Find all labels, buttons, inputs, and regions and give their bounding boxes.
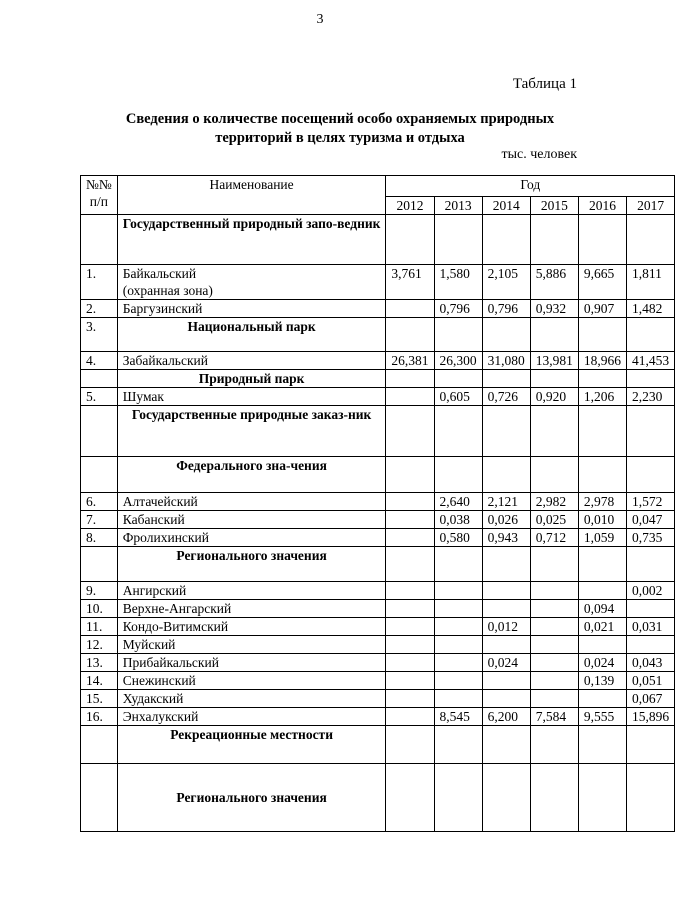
header-row-1 bbox=[81, 176, 675, 197]
empty-cell bbox=[434, 370, 482, 388]
section-row bbox=[81, 370, 675, 388]
value-cell-2014 bbox=[482, 636, 530, 654]
value-cell-2015: 7,584 bbox=[530, 708, 578, 726]
row-number-cell bbox=[81, 370, 118, 388]
value-cell-2013 bbox=[434, 582, 482, 600]
name-text: Энхалукский bbox=[122, 709, 199, 724]
table-row bbox=[81, 618, 675, 636]
section-title-cell: Рекреационные местности bbox=[117, 726, 386, 764]
value-cell-2016: 0,139 bbox=[578, 672, 626, 690]
value-cell-2014: 2,121 bbox=[482, 493, 530, 511]
empty-cell bbox=[482, 406, 530, 457]
value-cell-2015 bbox=[530, 636, 578, 654]
row-number-cell: 6. bbox=[81, 493, 118, 511]
empty-cell bbox=[482, 547, 530, 582]
value-cell-2016: 0,907 bbox=[578, 300, 626, 318]
name-text: Муйский bbox=[122, 637, 176, 652]
header-year-2014: 2014 bbox=[482, 197, 530, 215]
empty-cell bbox=[627, 318, 675, 352]
row-number-cell bbox=[81, 457, 118, 493]
empty-cell bbox=[482, 764, 530, 832]
title-line-1: Сведения о количестве посещений особо охраняемых природных bbox=[125, 111, 555, 127]
header-num-line-2: п/п bbox=[89, 194, 108, 209]
empty-cell bbox=[578, 215, 626, 265]
table-row bbox=[81, 388, 675, 406]
empty-cell bbox=[578, 406, 626, 457]
value-cell-2013: 0,796 bbox=[434, 300, 482, 318]
table-row bbox=[81, 690, 675, 708]
empty-cell bbox=[530, 764, 578, 832]
empty-cell bbox=[530, 318, 578, 352]
row-number-cell: 3. bbox=[81, 318, 118, 352]
value-cell-2017: 41,453 bbox=[627, 352, 675, 370]
empty-cell bbox=[482, 726, 530, 764]
empty-cell bbox=[627, 457, 675, 493]
name-cell bbox=[117, 352, 386, 370]
value-cell-2016: 2,978 bbox=[578, 493, 626, 511]
header-year-2017: 2017 bbox=[627, 197, 675, 215]
name-cell bbox=[117, 636, 386, 654]
page-number: 3 bbox=[316, 12, 324, 27]
empty-cell bbox=[386, 370, 434, 388]
row-number-cell: 11. bbox=[81, 618, 118, 636]
value-cell-2014: 2,105 bbox=[482, 265, 530, 300]
row-number-cell: 9. bbox=[81, 582, 118, 600]
row-number-cell: 16. bbox=[81, 708, 118, 726]
value-cell-2013: 1,580 bbox=[434, 265, 482, 300]
value-cell-2017: 0,735 bbox=[627, 529, 675, 547]
row-number-cell: 15. bbox=[81, 690, 118, 708]
empty-cell bbox=[482, 215, 530, 265]
value-cell-2016: 9,665 bbox=[578, 265, 626, 300]
row-number-cell bbox=[81, 726, 118, 764]
table-row bbox=[81, 511, 675, 529]
empty-cell bbox=[386, 215, 434, 265]
section-row bbox=[81, 215, 675, 265]
value-cell-2012: 3,761 bbox=[386, 265, 434, 300]
row-number-cell: 14. bbox=[81, 672, 118, 690]
value-cell-2016: 0,024 bbox=[578, 654, 626, 672]
name-cell bbox=[117, 672, 386, 690]
empty-cell bbox=[627, 726, 675, 764]
empty-cell bbox=[530, 457, 578, 493]
empty-cell bbox=[482, 370, 530, 388]
empty-cell bbox=[482, 457, 530, 493]
row-number-cell: 2. bbox=[81, 300, 118, 318]
table-row bbox=[81, 529, 675, 547]
value-cell-2012 bbox=[386, 690, 434, 708]
name-text: Снежинский bbox=[122, 673, 196, 688]
value-cell-2012 bbox=[386, 493, 434, 511]
name-cell bbox=[117, 654, 386, 672]
row-number-cell: 4. bbox=[81, 352, 118, 370]
empty-cell bbox=[578, 547, 626, 582]
table-title bbox=[80, 110, 600, 148]
empty-cell bbox=[386, 547, 434, 582]
section-row bbox=[81, 457, 675, 493]
section-row bbox=[81, 764, 675, 832]
empty-cell bbox=[530, 215, 578, 265]
table-row bbox=[81, 600, 675, 618]
value-cell-2013 bbox=[434, 672, 482, 690]
empty-cell bbox=[530, 547, 578, 582]
name-text: Байкальский bbox=[122, 266, 197, 281]
row-number-cell bbox=[81, 406, 118, 457]
value-cell-2012 bbox=[386, 636, 434, 654]
value-cell-2017: 0,047 bbox=[627, 511, 675, 529]
empty-cell bbox=[578, 764, 626, 832]
value-cell-2017: 1,482 bbox=[627, 300, 675, 318]
value-cell-2012 bbox=[386, 600, 434, 618]
empty-cell bbox=[530, 406, 578, 457]
value-cell-2013: 2,640 bbox=[434, 493, 482, 511]
value-cell-2012 bbox=[386, 388, 434, 406]
table-row bbox=[81, 352, 675, 370]
name-text: Баргузинский bbox=[122, 301, 203, 316]
value-cell-2014 bbox=[482, 672, 530, 690]
section-title-cell: Национальный парк bbox=[117, 318, 386, 352]
name-cell bbox=[117, 708, 386, 726]
name-cell bbox=[117, 388, 386, 406]
value-cell-2013: 8,545 bbox=[434, 708, 482, 726]
name-cell bbox=[117, 582, 386, 600]
value-cell-2014: 0,796 bbox=[482, 300, 530, 318]
empty-cell bbox=[578, 457, 626, 493]
header-year-2015: 2015 bbox=[530, 197, 578, 215]
value-cell-2015 bbox=[530, 672, 578, 690]
name-text: Алтачейский bbox=[122, 494, 198, 509]
section-row bbox=[81, 406, 675, 457]
value-cell-2015 bbox=[530, 690, 578, 708]
value-cell-2015 bbox=[530, 618, 578, 636]
name-cell bbox=[117, 265, 386, 300]
section-title-cell: Регионального значения bbox=[117, 547, 386, 582]
name-subtext: (охранная зона) bbox=[122, 283, 213, 298]
value-cell-2012: 26,381 bbox=[386, 352, 434, 370]
row-number-cell: 7. bbox=[81, 511, 118, 529]
value-cell-2016: 18,966 bbox=[578, 352, 626, 370]
value-cell-2014: 0,943 bbox=[482, 529, 530, 547]
value-cell-2017: 0,043 bbox=[627, 654, 675, 672]
name-text: Забайкальский bbox=[122, 353, 208, 368]
name-text: Худакский bbox=[122, 691, 184, 706]
title-line-2: территорий в целях туризма и отдыха bbox=[215, 130, 465, 146]
empty-cell bbox=[386, 726, 434, 764]
value-cell-2014: 0,024 bbox=[482, 654, 530, 672]
table-row bbox=[81, 636, 675, 654]
table-row bbox=[81, 708, 675, 726]
value-cell-2015: 0,025 bbox=[530, 511, 578, 529]
name-cell bbox=[117, 618, 386, 636]
value-cell-2016: 1,206 bbox=[578, 388, 626, 406]
value-cell-2012 bbox=[386, 582, 434, 600]
section-title-cell: Федерального зна-чения bbox=[117, 457, 386, 493]
name-text: Кабанский bbox=[122, 512, 185, 527]
empty-cell bbox=[386, 457, 434, 493]
value-cell-2015: 5,886 bbox=[530, 265, 578, 300]
value-cell-2016: 0,094 bbox=[578, 600, 626, 618]
value-cell-2015: 0,932 bbox=[530, 300, 578, 318]
name-text: Ангирский bbox=[122, 583, 187, 598]
value-cell-2014: 0,026 bbox=[482, 511, 530, 529]
empty-cell bbox=[434, 726, 482, 764]
value-cell-2016: 0,021 bbox=[578, 618, 626, 636]
table-row bbox=[81, 265, 675, 300]
empty-cell bbox=[627, 215, 675, 265]
header-name-cell: Наименование bbox=[117, 176, 386, 215]
value-cell-2013: 0,038 bbox=[434, 511, 482, 529]
value-cell-2012 bbox=[386, 300, 434, 318]
value-cell-2016 bbox=[578, 582, 626, 600]
empty-cell bbox=[578, 726, 626, 764]
name-cell bbox=[117, 300, 386, 318]
value-cell-2014 bbox=[482, 582, 530, 600]
row-number-cell bbox=[81, 547, 118, 582]
value-cell-2013: 26,300 bbox=[434, 352, 482, 370]
value-cell-2015: 0,920 bbox=[530, 388, 578, 406]
row-number-cell: 12. bbox=[81, 636, 118, 654]
value-cell-2016: 1,059 bbox=[578, 529, 626, 547]
empty-cell bbox=[434, 318, 482, 352]
table-body bbox=[81, 215, 675, 832]
value-cell-2017 bbox=[627, 636, 675, 654]
row-number-cell: 1. bbox=[81, 265, 118, 300]
empty-cell bbox=[386, 406, 434, 457]
name-cell bbox=[117, 600, 386, 618]
empty-cell bbox=[627, 547, 675, 582]
value-cell-2013 bbox=[434, 600, 482, 618]
empty-cell bbox=[578, 318, 626, 352]
name-text: Прибайкальский bbox=[122, 655, 219, 670]
value-cell-2014 bbox=[482, 600, 530, 618]
table-row bbox=[81, 493, 675, 511]
empty-cell bbox=[386, 764, 434, 832]
table-row bbox=[81, 654, 675, 672]
value-cell-2015 bbox=[530, 600, 578, 618]
value-cell-2012 bbox=[386, 672, 434, 690]
header-num-line-1: №№ bbox=[86, 177, 112, 192]
value-cell-2015: 0,712 bbox=[530, 529, 578, 547]
section-title-cell: Государственный природный запо-ведник bbox=[117, 215, 386, 265]
name-text: Кондо-Витимский bbox=[122, 619, 229, 634]
empty-cell bbox=[578, 370, 626, 388]
value-cell-2014: 0,012 bbox=[482, 618, 530, 636]
section-title-cell: Государственные природные заказ-ник bbox=[117, 406, 386, 457]
section-row bbox=[81, 547, 675, 582]
empty-cell bbox=[530, 726, 578, 764]
empty-cell bbox=[434, 457, 482, 493]
name-text: Шумак bbox=[122, 389, 164, 404]
value-cell-2017 bbox=[627, 600, 675, 618]
value-cell-2015 bbox=[530, 582, 578, 600]
units-label: тыс. человек bbox=[501, 147, 577, 162]
value-cell-2012 bbox=[386, 708, 434, 726]
table-row bbox=[81, 672, 675, 690]
value-cell-2014 bbox=[482, 690, 530, 708]
value-cell-2013 bbox=[434, 690, 482, 708]
empty-cell bbox=[530, 370, 578, 388]
section-row bbox=[81, 318, 675, 352]
value-cell-2012 bbox=[386, 654, 434, 672]
empty-cell bbox=[434, 406, 482, 457]
empty-cell bbox=[627, 370, 675, 388]
name-cell bbox=[117, 511, 386, 529]
value-cell-2014: 0,726 bbox=[482, 388, 530, 406]
empty-cell bbox=[627, 764, 675, 832]
name-cell bbox=[117, 493, 386, 511]
value-cell-2016 bbox=[578, 690, 626, 708]
value-cell-2013 bbox=[434, 654, 482, 672]
header-year-cell: Год bbox=[386, 176, 675, 197]
section-row bbox=[81, 726, 675, 764]
value-cell-2017: 0,031 bbox=[627, 618, 675, 636]
value-cell-2016 bbox=[578, 636, 626, 654]
value-cell-2017: 0,051 bbox=[627, 672, 675, 690]
empty-cell bbox=[434, 764, 482, 832]
empty-cell bbox=[482, 318, 530, 352]
table-label: Таблица 1 bbox=[512, 76, 577, 92]
value-cell-2016: 0,010 bbox=[578, 511, 626, 529]
row-number-cell: 13. bbox=[81, 654, 118, 672]
value-cell-2017: 1,572 bbox=[627, 493, 675, 511]
empty-cell bbox=[386, 318, 434, 352]
value-cell-2013 bbox=[434, 618, 482, 636]
value-cell-2015 bbox=[530, 654, 578, 672]
table-row bbox=[81, 582, 675, 600]
visits-table bbox=[80, 175, 675, 832]
value-cell-2017: 0,067 bbox=[627, 690, 675, 708]
value-cell-2012 bbox=[386, 529, 434, 547]
header-year-2016: 2016 bbox=[578, 197, 626, 215]
name-text: Верхне-Ангарский bbox=[122, 601, 232, 616]
empty-cell bbox=[627, 406, 675, 457]
name-cell bbox=[117, 529, 386, 547]
header-year-2013: 2013 bbox=[434, 197, 482, 215]
section-title-cell: Регионального значения bbox=[117, 764, 386, 832]
row-number-cell bbox=[81, 764, 118, 832]
name-cell bbox=[117, 690, 386, 708]
value-cell-2015: 2,982 bbox=[530, 493, 578, 511]
value-cell-2017: 15,896 bbox=[627, 708, 675, 726]
value-cell-2014: 31,080 bbox=[482, 352, 530, 370]
value-cell-2017: 1,811 bbox=[627, 265, 675, 300]
row-number-cell: 8. bbox=[81, 529, 118, 547]
header-year-2012: 2012 bbox=[386, 197, 434, 215]
value-cell-2016: 9,555 bbox=[578, 708, 626, 726]
empty-cell bbox=[434, 547, 482, 582]
value-cell-2013: 0,605 bbox=[434, 388, 482, 406]
value-cell-2017: 2,230 bbox=[627, 388, 675, 406]
row-number-cell: 10. bbox=[81, 600, 118, 618]
header-num-cell bbox=[81, 176, 118, 215]
table-row bbox=[81, 300, 675, 318]
name-text: Фролихинский bbox=[122, 530, 209, 545]
value-cell-2012 bbox=[386, 618, 434, 636]
value-cell-2017: 0,002 bbox=[627, 582, 675, 600]
row-number-cell: 5. bbox=[81, 388, 118, 406]
row-number-cell bbox=[81, 215, 118, 265]
value-cell-2013 bbox=[434, 636, 482, 654]
value-cell-2013: 0,580 bbox=[434, 529, 482, 547]
empty-cell bbox=[434, 215, 482, 265]
value-cell-2014: 6,200 bbox=[482, 708, 530, 726]
value-cell-2012 bbox=[386, 511, 434, 529]
value-cell-2015: 13,981 bbox=[530, 352, 578, 370]
section-title-cell: Природный парк bbox=[117, 370, 386, 388]
